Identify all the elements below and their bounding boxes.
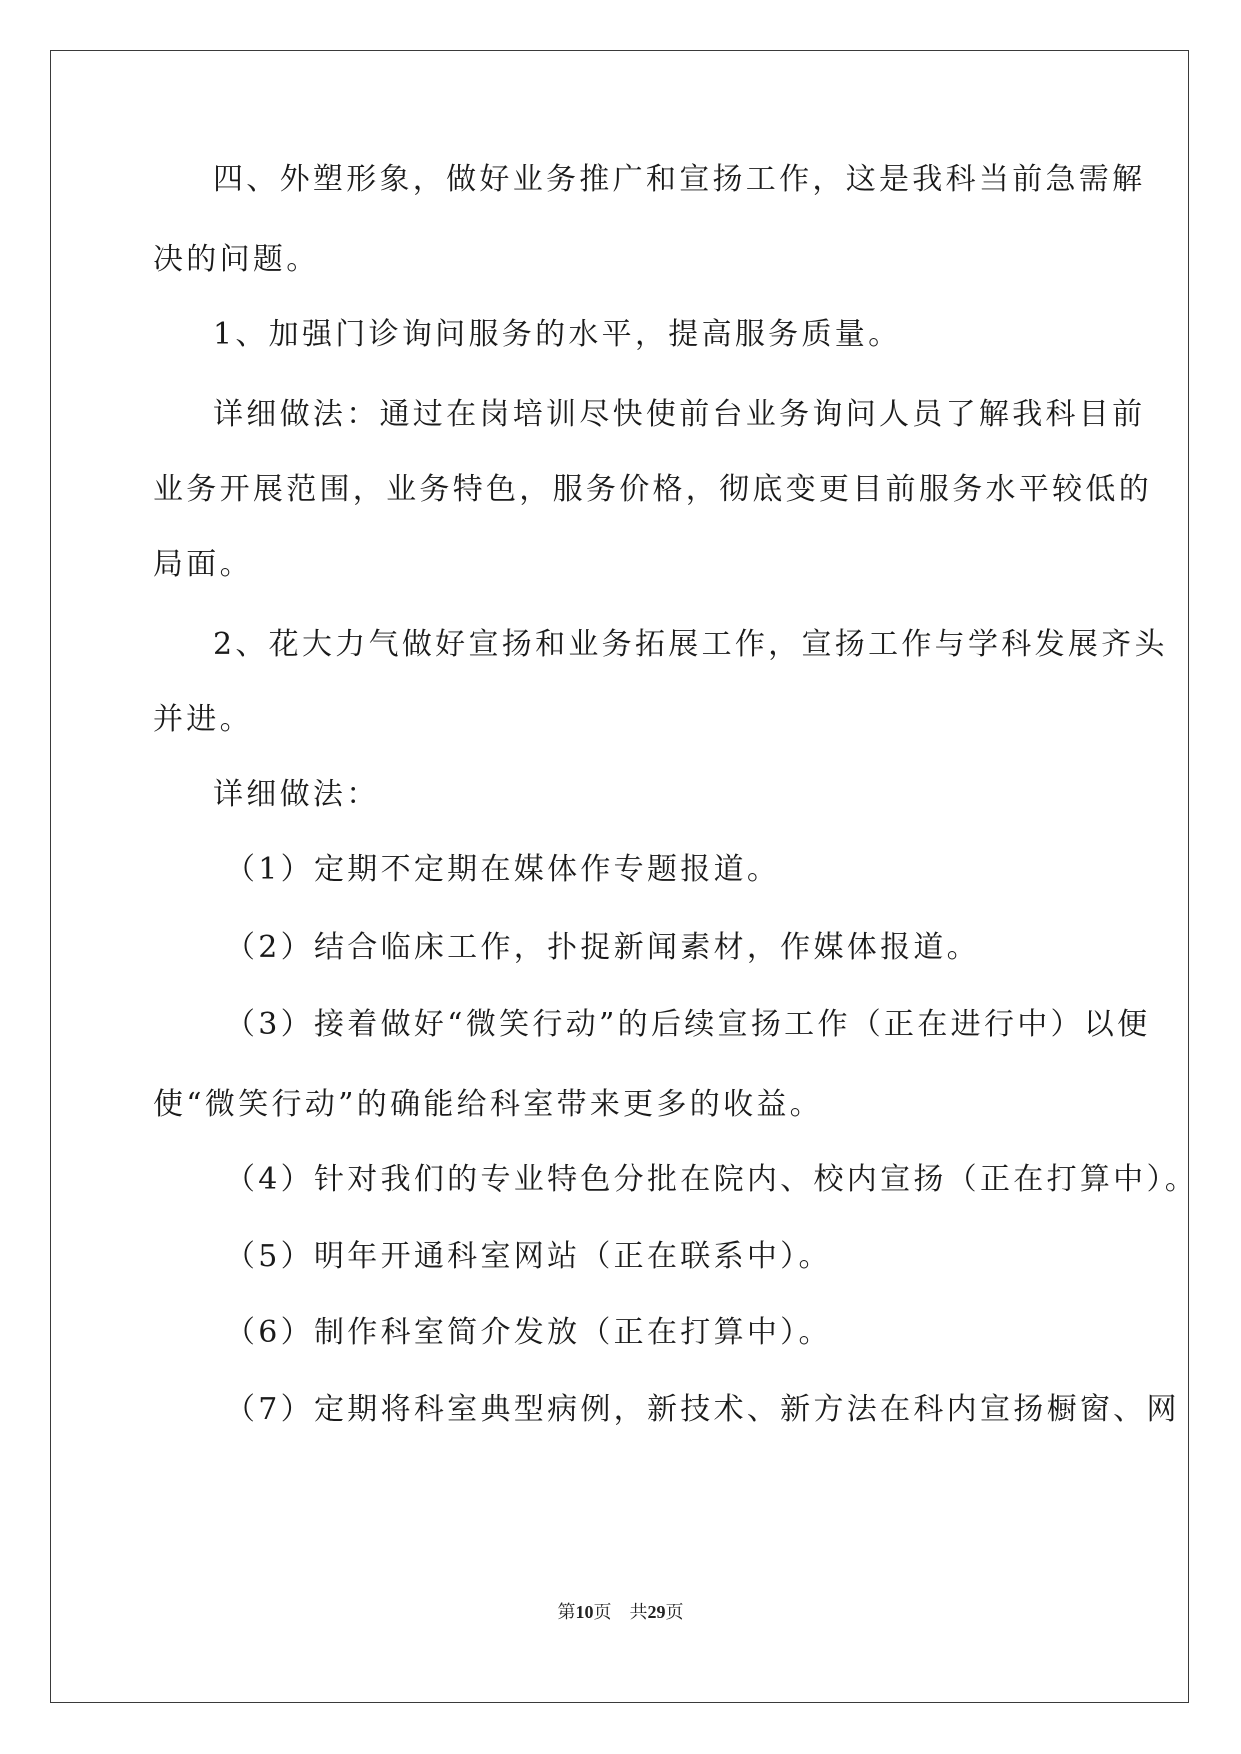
sub-item-7: （7）定期将科室典型病例，新技术、新方法在科内宣扬橱窗、网 — [225, 1392, 1180, 1427]
current-page-number: 10 — [575, 1602, 594, 1622]
item-1-method-line-2: 业务开展范围，业务特色，服务价格，彻底变更目前服务水平较低的 — [153, 472, 1152, 507]
sub-item-4: （4）针对我们的专业特色分批在院内、校内宣扬（正在打算中）。 — [225, 1162, 1199, 1197]
item-1-title: 1、加强门诊询问服务的水平，提高服务质量。 — [213, 317, 902, 352]
footer-suffix: 页 — [665, 1602, 684, 1622]
sub-item-6: （6）制作科室简介发放（正在打算中）。 — [225, 1315, 832, 1350]
sub-item-5: （5）明年开通科室网站（正在联系中）。 — [225, 1239, 832, 1274]
sub-item-2: （2）结合临床工作，扑捉新闻素材，作媒体报道。 — [225, 930, 980, 965]
item-1-method-line-3: 局面。 — [153, 547, 253, 582]
item-1-method-line-1: 详细做法：通过在岗培训尽快使前台业务询问人员了解我科目前 — [213, 397, 1146, 432]
footer-prefix: 第 — [557, 1602, 576, 1622]
total-page-number: 29 — [647, 1602, 666, 1622]
page-footer — [0, 1600, 1241, 1624]
sub-item-3-line-1: （3）接着做好“微笑行动”的后续宣扬工作（正在进行中）以便 — [225, 1007, 1151, 1042]
item-2-method-label: 详细做法： — [213, 777, 380, 812]
paragraph-heading-line-1: 四、外塑形象，做好业务推广和宣扬工作，这是我科当前急需解 — [213, 162, 1146, 197]
item-2-title-line-2: 并进。 — [153, 702, 253, 737]
sub-item-1: （1）定期不定期在媒体作专题报道。 — [225, 852, 781, 887]
item-2-title-line-1: 2、花大力气做好宣扬和业务拓展工作，宣扬工作与学科发展齐头 — [213, 627, 1168, 662]
footer-middle: 页 共 — [593, 1602, 648, 1622]
sub-item-3-line-2: 使“微笑行动”的确能给科室带来更多的收益。 — [153, 1087, 823, 1122]
paragraph-heading-line-2: 决的问题。 — [153, 242, 320, 277]
